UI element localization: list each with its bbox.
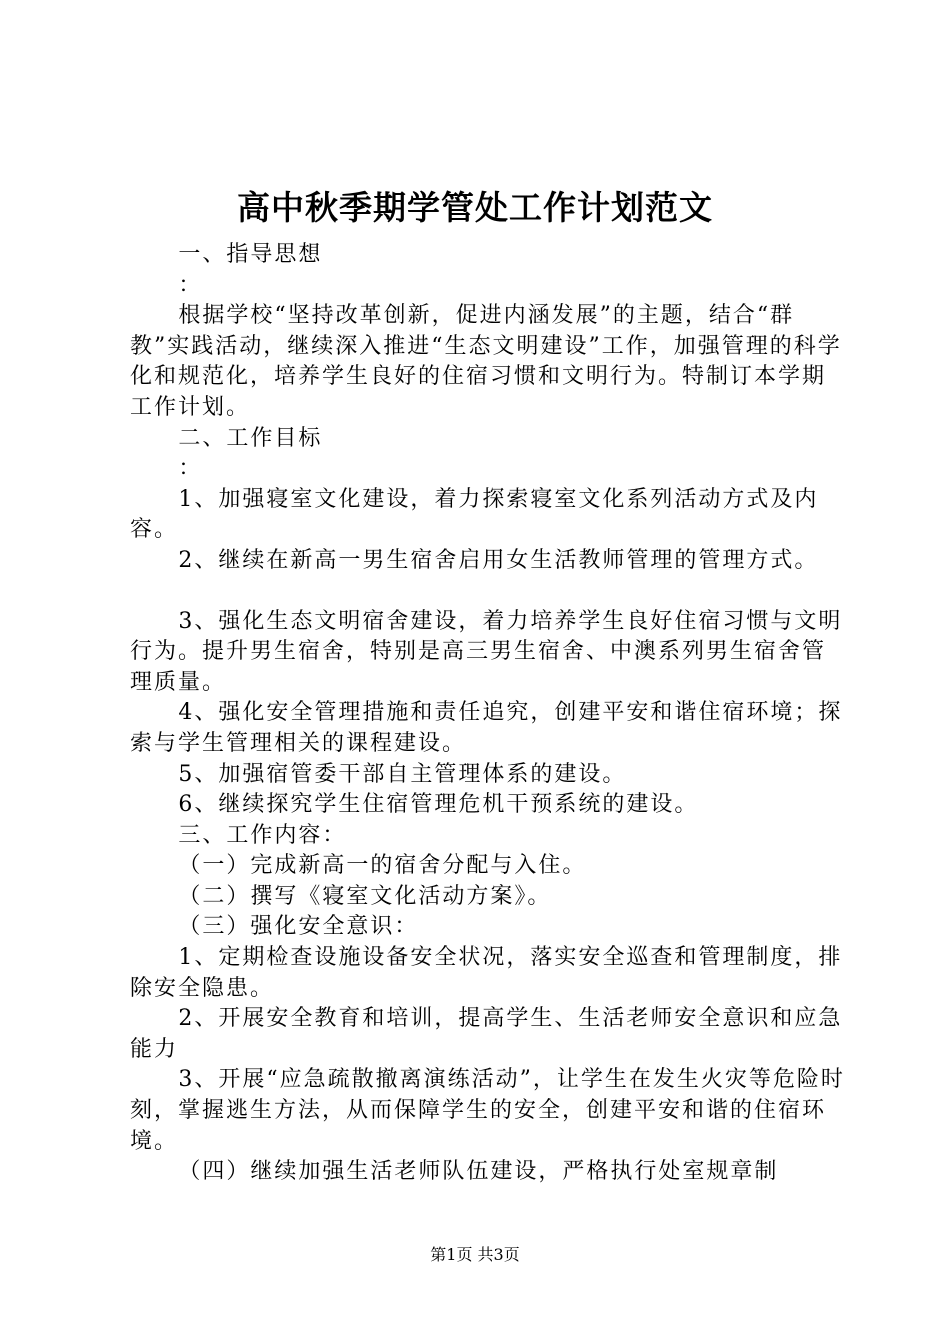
colon-line: ： [178,272,203,298]
page-number-footer: 第1页 共3页 [430,1245,520,1264]
paragraph-guiding-ideology: 根据学校“坚持改革创新，促进内涵发展”的主题，结合“群教”实践活动，继续深入推进“生态文明建设”工作，加强管理的科学化和规范化，培养学生良好的住宿习惯和文明行为。特制订本学期工作计划。 [130,303,842,420]
document-title: 高中秋季期学管处工作计划范文 [237,188,713,227]
section-heading-work-goals: 二、工作目标 [178,425,323,451]
content-item-1: （一）完成新高一的宿舍分配与入住。 [178,853,587,879]
goal-item-5: 5、加强宿管委干部自主管理体系的建设。 [178,761,627,787]
goal-item-4: 4、强化安全管理措施和责任追究，创建平安和谐住宿环境；探索与学生管理相关的课程建设。 [130,700,843,756]
goal-item-1: 1、加强寝室文化建设，着力探索寝室文化系列活动方式及内容。 [130,486,819,543]
section-heading-work-content: 三、工作内容： [178,822,347,848]
document-body [130,240,845,1188]
goal-item-3: 3、强化生态文明宿舍建设，着力培养学生良好住宿习惯与文明行为。提升男生宿舍，特别是高三男生宿舍、中澳系列男生宿舍管理质量。 [130,608,843,695]
section-heading-guiding-ideology: 一、指导思想 [178,242,323,267]
content-item-3: （三）强化安全意识： [178,914,419,940]
safety-item-3: 3、开展“应急疏散撤离演练活动”，让学生在发生火灾等危险时刻，掌握逃生方法，从而保障学生的安全，创建平安和谐的住宿环境。 [130,1067,845,1154]
content-item-2: （二）撰写《寝室文化活动方案》。 [178,883,552,909]
goal-item-2: 2、继续在新高一男生宿舍启用女生活教师管理的管理方式。 [178,547,819,573]
content-item-4: （四）继续加强生活老师队伍建设，严格执行处室规章制 [178,1159,779,1185]
goal-item-6: 6、继续探究学生住宿管理危机干预系统的建设。 [178,792,699,818]
colon-line: ： [178,456,203,482]
safety-item-2: 2、开展安全教育和培训，提高学生、生活老师安全意识和应急能力 [130,1006,843,1062]
safety-item-1: 1、定期检查设施设备安全状况，落实安全巡查和管理制度，排除安全隐患。 [130,945,843,1001]
